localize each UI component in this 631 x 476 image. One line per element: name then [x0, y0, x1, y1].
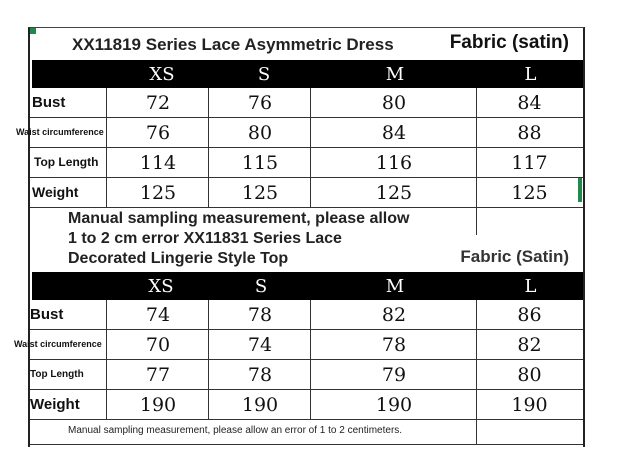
row-label: Waist circumference	[16, 127, 104, 137]
cell-value: 74	[208, 330, 311, 359]
size-m: M	[385, 276, 405, 297]
cell-value: 88	[476, 118, 582, 147]
edge-marker	[578, 178, 582, 202]
cell-value: 80	[476, 360, 582, 389]
size-xs: XS	[148, 276, 174, 297]
measurement-note-continued: 1 to 2 cm error XX11831 Series Lace	[68, 230, 342, 247]
title-row	[30, 28, 583, 60]
row-label: Weight	[30, 396, 80, 413]
fabric-label: Fabric (Satin)	[460, 247, 569, 266]
measurement-note: Manual sampling measurement, please allow an error of 1 to 2 centimeters.	[68, 425, 403, 436]
row-label: Weight	[32, 184, 79, 200]
cell-value: 84	[476, 88, 582, 117]
table-row	[14, 330, 583, 360]
size-xs: XS	[149, 64, 175, 85]
row-label: Top Length	[34, 155, 99, 169]
table-row	[30, 390, 583, 420]
row-label: Bust	[32, 94, 66, 111]
size-s: S	[254, 276, 268, 297]
size-l: L	[524, 276, 537, 297]
table-row	[30, 148, 583, 178]
cell-value: 125	[208, 178, 311, 207]
cell-value: 76	[106, 118, 209, 147]
cell-value: 80	[310, 88, 477, 117]
table-row	[30, 300, 583, 330]
empty-note-cell	[476, 420, 582, 444]
empty-note-cell	[476, 208, 582, 235]
size-header	[32, 60, 583, 88]
cell-value: 190	[106, 390, 209, 419]
size-s: S	[257, 64, 271, 85]
cell-value: 125	[310, 178, 477, 207]
note-row	[30, 420, 583, 445]
cell-value: 78	[208, 360, 311, 389]
size-l: L	[524, 64, 537, 85]
cell-value: 79	[310, 360, 477, 389]
cell-value: 82	[310, 300, 477, 329]
cell-value: 114	[106, 148, 209, 177]
cell-value: 116	[310, 148, 477, 177]
table-row	[30, 360, 583, 390]
size-chart-top	[14, 230, 585, 447]
cell-value: 86	[476, 300, 582, 329]
cell-value: 72	[106, 88, 209, 117]
row-label: Bust	[30, 306, 64, 323]
cell-value: 82	[476, 330, 582, 359]
cell-value: 190	[310, 390, 477, 419]
cell-value: 70	[106, 330, 209, 359]
size-header	[32, 272, 583, 300]
cell-value: 190	[476, 390, 582, 419]
measurement-note: Manual sampling measurement, please allow	[68, 210, 410, 227]
cell-value: 74	[106, 300, 209, 329]
fabric-label: Fabric (satin)	[449, 32, 569, 53]
product-title: XX11819 Series Lace Asymmetric Dress	[72, 35, 394, 54]
cell-value: 77	[106, 360, 209, 389]
cell-value: 115	[208, 148, 311, 177]
row-label: Top Length	[30, 369, 84, 380]
cell-value: 117	[476, 148, 582, 177]
row-label: Waist circumference	[14, 339, 102, 349]
cell-value: 78	[310, 330, 477, 359]
size-chart-dress	[16, 27, 585, 235]
cell-value: 125	[106, 178, 209, 207]
table-row	[30, 88, 583, 118]
product-title-2: Decorated Lingerie Style Top	[68, 250, 289, 267]
cell-value: 76	[208, 88, 311, 117]
table-row	[30, 178, 583, 208]
cell-value: 78	[208, 300, 311, 329]
table-row	[16, 118, 583, 148]
cell-value: 80	[208, 118, 311, 147]
cell-value: 84	[310, 118, 477, 147]
size-m: M	[385, 64, 405, 85]
cell-value: 190	[208, 390, 311, 419]
cell-value: 125	[476, 178, 582, 207]
